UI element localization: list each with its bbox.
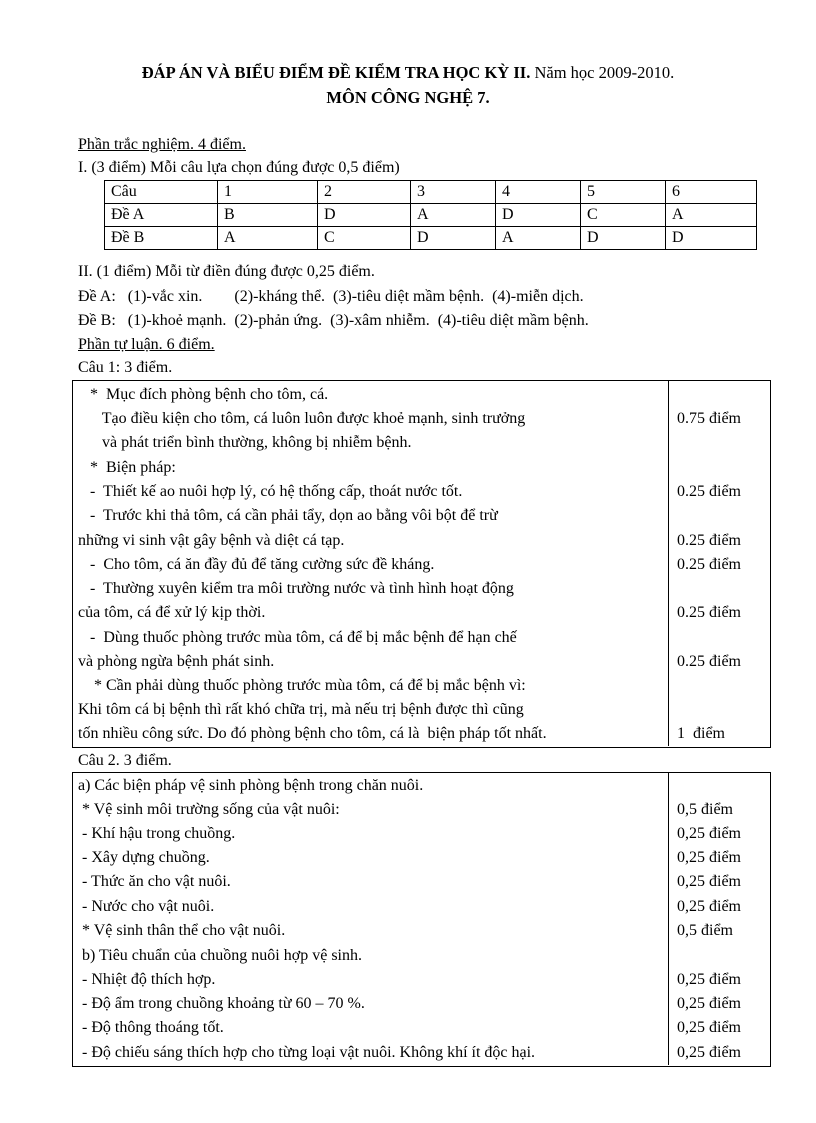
title-year: Năm học 2009-2010. — [534, 63, 675, 82]
table-cell: B — [218, 204, 318, 227]
table-cell: 5 — [581, 181, 666, 204]
q2-line: - Xây dựng chuồng. — [78, 849, 210, 866]
score-divider — [668, 772, 669, 1065]
q1-line: - Thiết kế ao nuôi hợp lý, có hệ thống cấp, thoát nước tốt. — [78, 483, 463, 500]
q1-line: - Thường xuyên kiểm tra môi trường nước và tình hình hoạt động — [78, 580, 514, 597]
question1-label: Câu 1: 3 điểm. — [78, 359, 173, 376]
q2-score: 0,5 điểm — [677, 922, 733, 939]
table-cell: Đề A — [105, 204, 218, 227]
q1-line: Khi tôm cá bị bệnh thì rất khó chữa trị, mà nếu trị bệnh được thì cũng — [78, 701, 524, 718]
table-cell: 1 — [218, 181, 318, 204]
q1-line: - Cho tôm, cá ăn đầy đủ để tăng cường sức đề kháng. — [78, 556, 435, 573]
q2-line: * Vệ sinh thân thể cho vật nuôi. — [78, 922, 286, 939]
q2-score: 0,25 điểm — [677, 1044, 741, 1061]
q1-score: 1 điểm — [677, 725, 725, 742]
q2-line: a) Các biện pháp vệ sinh phòng bệnh trong chăn nuôi. — [78, 777, 424, 794]
table-cell: D — [318, 204, 411, 227]
table-cell: Đề B — [105, 227, 218, 250]
table-cell: D — [581, 227, 666, 250]
q2-score: 0,25 điểm — [677, 1019, 741, 1036]
q2-score: 0,25 điểm — [677, 971, 741, 988]
q2-line: - Nhiệt độ thích hợp. — [78, 971, 216, 988]
q2-score: 0,25 điểm — [677, 898, 741, 915]
answer-table — [104, 180, 757, 250]
q1-line: và phòng ngừa bệnh phát sinh. — [78, 653, 275, 670]
q1-line: - Dùng thuốc phòng trước mùa tôm, cá để bị mắc bệnh để hạn chế — [78, 629, 517, 646]
q2-line: b) Tiêu chuẩn của chuồng nuôi hợp vệ sinh. — [78, 947, 362, 964]
q1-score: 0.75 điểm — [677, 410, 741, 427]
q2-line: - Khí hậu trong chuồng. — [78, 825, 236, 842]
document-title-line2: MÔN CÔNG NGHỆ 7. — [326, 88, 490, 107]
table-cell: D — [411, 227, 496, 250]
table-cell: C — [581, 204, 666, 227]
q1-score: 0.25 điểm — [677, 532, 741, 549]
q2-line: - Thức ăn cho vật nuôi. — [78, 873, 231, 890]
q1-score: 0.25 điểm — [677, 653, 741, 670]
q1-line: những vi sinh vật gây bệnh và diệt cá tạp. — [78, 532, 345, 549]
q1-line: - Trước khi thả tôm, cá cần phải tẩy, dọn ao bằng vôi bột để trừ — [78, 507, 498, 524]
q2-score: 0,5 điểm — [677, 801, 733, 818]
section-ii-text: II. (1 điểm) Mỗi từ điền đúng được 0,25 điểm. — [78, 263, 375, 280]
q2-score: 0,25 điểm — [677, 995, 741, 1012]
score-divider — [668, 380, 669, 746]
q1-line: của tôm, cá để xử lý kịp thời. — [78, 604, 266, 621]
q1-line: * Cần phải dùng thuốc phòng trước mùa tôm, cá để bị mắc bệnh vì: — [78, 677, 526, 694]
q2-score: 0,25 điểm — [677, 873, 741, 890]
table-row — [105, 204, 757, 227]
q1-score: 0.25 điểm — [677, 483, 741, 500]
table-cell: 3 — [411, 181, 496, 204]
q1-line: tốn nhiều công sức. Do đó phòng bệnh cho tôm, cá là biện pháp tốt nhất. — [78, 725, 547, 742]
document-title-line1 — [0, 63, 816, 83]
q2-score: 0,25 điểm — [677, 825, 741, 842]
q2-line: - Độ ẩm trong chuồng khoảng từ 60 – 70 %. — [78, 995, 365, 1012]
table-cell: C — [318, 227, 411, 250]
section-i-text: I. (3 điểm) Mỗi câu lựa chọn đúng được 0,5 điểm) — [78, 159, 400, 176]
table-cell: Câu — [105, 181, 218, 204]
table-cell: 2 — [318, 181, 411, 204]
part1-heading: Phần trắc nghiệm. 4 điểm. — [78, 136, 246, 153]
table-cell: A — [218, 227, 318, 250]
q2-score: 0,25 điểm — [677, 849, 741, 866]
de-b-answers: Đề B: (1)-khoẻ mạnh. (2)-phản ứng. (3)-xâm nhiễm. (4)-tiêu diệt mầm bệnh. — [78, 312, 589, 329]
q2-line: - Độ chiếu sáng thích hợp cho từng loại vật nuôi. Không khí ít độc hại. — [78, 1044, 536, 1061]
q1-score: 0.25 điểm — [677, 604, 741, 621]
table-cell: A — [666, 204, 757, 227]
q1-line: * Mục đích phòng bệnh cho tôm, cá. — [78, 386, 329, 403]
table-cell: A — [496, 227, 581, 250]
question2-label: Câu 2. 3 điểm. — [78, 752, 172, 769]
q1-line: và phát triển bình thường, không bị nhiễm bệnh. — [78, 434, 412, 451]
table-cell: D — [496, 204, 581, 227]
table-row — [105, 227, 757, 250]
part2-heading: Phần tự luận. 6 điểm. — [78, 336, 215, 353]
table-header-row — [105, 181, 757, 204]
table-cell: 6 — [666, 181, 757, 204]
q1-line: Tạo điều kiện cho tôm, cá luôn luôn được khoẻ mạnh, sinh trưởng — [78, 410, 526, 427]
q2-line: * Vệ sinh môi trường sống của vật nuôi: — [78, 801, 340, 818]
de-a-answers: Đề A: (1)-vắc xin. (2)-kháng thể. (3)-tiêu diệt mầm bệnh. (4)-miễn dịch. — [78, 288, 584, 305]
q2-line: - Độ thông thoáng tốt. — [78, 1019, 224, 1036]
table-cell: 4 — [496, 181, 581, 204]
q1-line: * Biện pháp: — [78, 459, 176, 476]
q1-score: 0.25 điểm — [677, 556, 741, 573]
table-cell: A — [411, 204, 496, 227]
title-bold: ĐÁP ÁN VÀ BIỂU ĐIỂM ĐỀ KIỂM TRA HỌC KỲ II. — [141, 63, 531, 82]
table-cell: D — [666, 227, 757, 250]
q2-line: - Nước cho vật nuôi. — [78, 898, 215, 915]
